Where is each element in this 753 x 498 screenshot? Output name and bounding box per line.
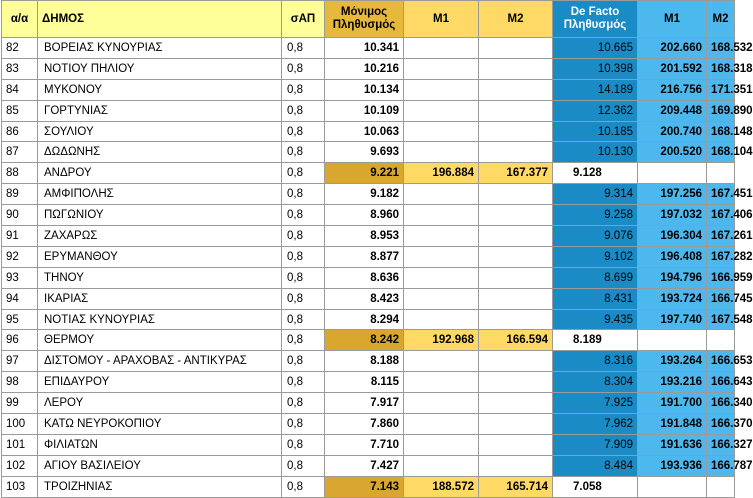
defacto-m2-value: 169.890 xyxy=(707,100,735,121)
m1-value: 192.968 xyxy=(404,330,479,351)
header-row xyxy=(2,1,735,38)
municipality-name: ΛΕΡΟΥ xyxy=(38,393,282,414)
defacto-m2-value: 166.787 xyxy=(707,455,735,476)
population-table xyxy=(1,0,753,498)
m2-value xyxy=(479,121,553,142)
table-row xyxy=(2,414,735,435)
m2-value xyxy=(479,100,553,121)
defacto-m1-value: 193.724 xyxy=(638,288,707,309)
municipality-name: ΓΟΡΤΥΝΙΑΣ xyxy=(38,100,282,121)
defacto-m1-value: 193.936 xyxy=(638,455,707,476)
header-defacto-m1: M1 xyxy=(638,1,707,38)
sap-value: 0,8 xyxy=(282,476,325,497)
table-row xyxy=(2,434,735,455)
m2-value xyxy=(479,267,553,288)
m1-value: 188.572 xyxy=(404,476,479,497)
defacto-population: 9.258 xyxy=(553,205,638,226)
m2-value: 166.594 xyxy=(479,330,553,351)
table-row xyxy=(2,455,735,476)
table-row xyxy=(2,393,735,414)
row-number: 97 xyxy=(2,351,38,372)
m1-value xyxy=(404,455,479,476)
defacto-population: 9.076 xyxy=(553,226,638,247)
defacto-m1-value: 197.032 xyxy=(638,205,707,226)
row-number: 99 xyxy=(2,393,38,414)
row-number: 83 xyxy=(2,58,38,79)
row-number: 82 xyxy=(2,38,38,59)
municipality-name: ΕΡΥΜΑΝΘΟΥ xyxy=(38,246,282,267)
permanent-population: 10.216 xyxy=(325,58,404,79)
m1-value xyxy=(404,121,479,142)
m2-value xyxy=(479,351,553,372)
header-sap: σΑΠ xyxy=(282,1,325,38)
header-num: α/α xyxy=(2,1,38,38)
defacto-m1-value xyxy=(638,476,707,497)
defacto-population: 8.699 xyxy=(553,267,638,288)
row-number: 90 xyxy=(2,205,38,226)
sap-value: 0,8 xyxy=(282,393,325,414)
m1-value xyxy=(404,184,479,205)
sap-value: 0,8 xyxy=(282,288,325,309)
sap-value: 0,8 xyxy=(282,121,325,142)
defacto-population: 7.909 xyxy=(553,434,638,455)
municipality-name: ΑΝΔΡΟΥ xyxy=(38,163,282,184)
defacto-m1-value: 193.216 xyxy=(638,372,707,393)
header-df-line1: De Facto xyxy=(570,6,620,18)
sap-value: 0,8 xyxy=(282,79,325,100)
row-number: 91 xyxy=(2,226,38,247)
defacto-m1-value: 200.520 xyxy=(638,142,707,163)
permanent-population: 7.143 xyxy=(325,476,404,497)
municipality-name: ΤΗΝΟΥ xyxy=(38,267,282,288)
m2-value xyxy=(479,142,553,163)
municipality-name: ΠΩΓΩΝΙΟΥ xyxy=(38,205,282,226)
sap-value: 0,8 xyxy=(282,372,325,393)
defacto-m1-value: 191.700 xyxy=(638,393,707,414)
defacto-m2-value: 166.643 xyxy=(707,372,735,393)
defacto-m2-value: 167.548 xyxy=(707,309,735,330)
m2-value: 165.714 xyxy=(479,476,553,497)
m2-value xyxy=(479,58,553,79)
municipality-name: ΒΟΡΕΙΑΣ ΚΥΝΟΥΡΙΑΣ xyxy=(38,38,282,59)
defacto-population: 7.058 xyxy=(553,476,638,497)
defacto-m2-value xyxy=(707,163,735,184)
m1-value xyxy=(404,142,479,163)
m2-value xyxy=(479,226,553,247)
municipality-name: ΔΙΣΤΟΜΟΥ - ΑΡΑΧΟΒΑΣ - ΑΝΤΙΚΥΡΑΣ xyxy=(38,351,282,372)
table-row xyxy=(2,79,735,100)
sap-value: 0,8 xyxy=(282,226,325,247)
row-number: 89 xyxy=(2,184,38,205)
permanent-population: 8.294 xyxy=(325,309,404,330)
row-number: 101 xyxy=(2,434,38,455)
permanent-population: 9.182 xyxy=(325,184,404,205)
permanent-population: 8.115 xyxy=(325,372,404,393)
header-df-line2: Πληθυσμός xyxy=(563,19,627,31)
header-name: ΔΗΜΟΣ xyxy=(38,1,282,38)
row-number: 103 xyxy=(2,476,38,497)
header-permanent-population xyxy=(325,1,404,38)
row-number: 86 xyxy=(2,121,38,142)
sap-value: 0,8 xyxy=(282,267,325,288)
defacto-population: 9.128 xyxy=(553,163,638,184)
sap-value: 0,8 xyxy=(282,330,325,351)
defacto-population: 8.189 xyxy=(553,330,638,351)
m2-value xyxy=(479,414,553,435)
defacto-m1-value: 209.448 xyxy=(638,100,707,121)
header-perm-line2: Πληθυσμός xyxy=(332,19,396,31)
defacto-m2-value: 166.327 xyxy=(707,434,735,455)
row-number: 88 xyxy=(2,163,38,184)
m1-value xyxy=(404,267,479,288)
permanent-population: 8.423 xyxy=(325,288,404,309)
m2-value xyxy=(479,184,553,205)
permanent-population: 7.860 xyxy=(325,414,404,435)
municipality-name: ΤΡΟΙΖΗΝΙΑΣ xyxy=(38,476,282,497)
m1-value xyxy=(404,205,479,226)
m2-value xyxy=(479,309,553,330)
defacto-population: 8.316 xyxy=(553,351,638,372)
permanent-population: 7.710 xyxy=(325,434,404,455)
table-row xyxy=(2,476,735,497)
permanent-population: 8.960 xyxy=(325,205,404,226)
header-m2: M2 xyxy=(479,1,553,38)
header-defacto-m2: M2 xyxy=(707,1,735,38)
defacto-population: 8.431 xyxy=(553,288,638,309)
defacto-m2-value: 167.261 xyxy=(707,226,735,247)
sap-value: 0,8 xyxy=(282,309,325,330)
municipality-name: ΕΠΙΔΑΥΡΟΥ xyxy=(38,372,282,393)
defacto-m1-value: 202.660 xyxy=(638,38,707,59)
table-row xyxy=(2,226,735,247)
m1-value xyxy=(404,288,479,309)
m1-value xyxy=(404,38,479,59)
row-number: 87 xyxy=(2,142,38,163)
header-perm-line1: Μόνιμος xyxy=(340,6,388,18)
municipality-name: ΦΙΛΙΑΤΩΝ xyxy=(38,434,282,455)
defacto-m2-value: 168.148 xyxy=(707,121,735,142)
table-row xyxy=(2,205,735,226)
municipality-name: ΚΑΤΩ ΝΕΥΡΟΚΟΠΙΟΥ xyxy=(38,414,282,435)
sap-value: 0,8 xyxy=(282,100,325,121)
row-number: 84 xyxy=(2,79,38,100)
m1-value xyxy=(404,58,479,79)
municipality-name: ΑΓΙΟΥ ΒΑΣΙΛΕΙΟΥ xyxy=(38,455,282,476)
defacto-population: 10.130 xyxy=(553,142,638,163)
m1-value xyxy=(404,414,479,435)
sap-value: 0,8 xyxy=(282,184,325,205)
defacto-m1-value: 196.304 xyxy=(638,226,707,247)
defacto-m1-value: 191.848 xyxy=(638,414,707,435)
defacto-population: 14.189 xyxy=(553,79,638,100)
header-m1: M1 xyxy=(404,1,479,38)
row-number: 100 xyxy=(2,414,38,435)
defacto-population: 9.314 xyxy=(553,184,638,205)
sap-value: 0,8 xyxy=(282,58,325,79)
m2-value xyxy=(479,455,553,476)
sap-value: 0,8 xyxy=(282,163,325,184)
sap-value: 0,8 xyxy=(282,414,325,435)
row-number: 94 xyxy=(2,288,38,309)
defacto-population: 12.362 xyxy=(553,100,638,121)
m2-value xyxy=(479,288,553,309)
table-row xyxy=(2,100,735,121)
permanent-population: 9.693 xyxy=(325,142,404,163)
row-number: 96 xyxy=(2,330,38,351)
permanent-population: 10.109 xyxy=(325,100,404,121)
permanent-population: 8.188 xyxy=(325,351,404,372)
defacto-m2-value: 168.532 xyxy=(707,38,735,59)
table-row xyxy=(2,246,735,267)
permanent-population: 8.636 xyxy=(325,267,404,288)
m2-value: 167.377 xyxy=(479,163,553,184)
row-number: 93 xyxy=(2,267,38,288)
table-row xyxy=(2,330,735,351)
defacto-population: 10.398 xyxy=(553,58,638,79)
defacto-population: 10.665 xyxy=(553,38,638,59)
header-defacto-population xyxy=(553,1,638,38)
defacto-m2-value: 166.370 xyxy=(707,414,735,435)
defacto-m2-value: 167.406 xyxy=(707,205,735,226)
row-number: 92 xyxy=(2,246,38,267)
municipality-name: ΔΩΔΩΝΗΣ xyxy=(38,142,282,163)
defacto-m1-value: 196.408 xyxy=(638,246,707,267)
permanent-population: 10.134 xyxy=(325,79,404,100)
table-row xyxy=(2,309,735,330)
m1-value xyxy=(404,100,479,121)
table-row xyxy=(2,351,735,372)
table-row xyxy=(2,163,735,184)
m1-value xyxy=(404,246,479,267)
sap-value: 0,8 xyxy=(282,351,325,372)
m2-value xyxy=(479,393,553,414)
m2-value xyxy=(479,246,553,267)
defacto-population: 10.185 xyxy=(553,121,638,142)
defacto-m2-value: 168.104 xyxy=(707,142,735,163)
permanent-population: 10.341 xyxy=(325,38,404,59)
row-number: 85 xyxy=(2,100,38,121)
m2-value xyxy=(479,79,553,100)
defacto-m2-value xyxy=(707,476,735,497)
municipality-name: ΖΑΧΑΡΩΣ xyxy=(38,226,282,247)
m1-value xyxy=(404,309,479,330)
row-number: 95 xyxy=(2,309,38,330)
permanent-population: 7.427 xyxy=(325,455,404,476)
table-row xyxy=(2,267,735,288)
m2-value xyxy=(479,38,553,59)
sap-value: 0,8 xyxy=(282,205,325,226)
table-row xyxy=(2,372,735,393)
table-row xyxy=(2,58,735,79)
defacto-population: 7.962 xyxy=(553,414,638,435)
defacto-m1-value xyxy=(638,163,707,184)
m1-value xyxy=(404,434,479,455)
row-number: 102 xyxy=(2,455,38,476)
defacto-m2-value: 168.318 xyxy=(707,58,735,79)
m1-value xyxy=(404,351,479,372)
municipality-name: ΑΜΦΙΠΟΛΗΣ xyxy=(38,184,282,205)
permanent-population: 9.221 xyxy=(325,163,404,184)
row-number: 98 xyxy=(2,372,38,393)
defacto-m2-value: 166.745 xyxy=(707,288,735,309)
municipality-name: ΣΟΥΛΙΟΥ xyxy=(38,121,282,142)
sap-value: 0,8 xyxy=(282,142,325,163)
permanent-population: 8.953 xyxy=(325,226,404,247)
defacto-m2-value xyxy=(707,330,735,351)
defacto-m2-value: 166.959 xyxy=(707,267,735,288)
defacto-m2-value: 166.653 xyxy=(707,351,735,372)
permanent-population: 10.063 xyxy=(325,121,404,142)
sap-value: 0,8 xyxy=(282,38,325,59)
defacto-population: 9.435 xyxy=(553,309,638,330)
defacto-m1-value: 191.636 xyxy=(638,434,707,455)
defacto-m2-value: 171.351 xyxy=(707,79,735,100)
defacto-m1-value: 194.796 xyxy=(638,267,707,288)
defacto-m1-value: 216.756 xyxy=(638,79,707,100)
m1-value xyxy=(404,372,479,393)
defacto-m1-value: 197.256 xyxy=(638,184,707,205)
table-body xyxy=(2,38,753,498)
defacto-population: 8.304 xyxy=(553,372,638,393)
m2-value xyxy=(479,205,553,226)
permanent-population: 7.917 xyxy=(325,393,404,414)
defacto-m1-value: 201.592 xyxy=(638,58,707,79)
municipality-name: ΝΟΤΙΟΥ ΠΗΛΙΟΥ xyxy=(38,58,282,79)
municipality-name: ΜΥΚΟΝΟΥ xyxy=(38,79,282,100)
m2-value xyxy=(479,434,553,455)
table-row xyxy=(2,184,735,205)
sap-value: 0,8 xyxy=(282,455,325,476)
table-row xyxy=(2,38,735,59)
m1-value xyxy=(404,393,479,414)
table-row xyxy=(2,121,735,142)
defacto-m2-value: 166.340 xyxy=(707,393,735,414)
table-row xyxy=(2,142,735,163)
m1-value xyxy=(404,79,479,100)
defacto-population: 8.484 xyxy=(553,455,638,476)
defacto-m1-value: 200.740 xyxy=(638,121,707,142)
m1-value xyxy=(404,226,479,247)
defacto-m1-value: 197.740 xyxy=(638,309,707,330)
sap-value: 0,8 xyxy=(282,434,325,455)
table-row xyxy=(2,288,735,309)
m1-value: 196.884 xyxy=(404,163,479,184)
defacto-population: 7.925 xyxy=(553,393,638,414)
municipality-name: ΘΕΡΜΟΥ xyxy=(38,330,282,351)
municipality-name: ΙΚΑΡΙΑΣ xyxy=(38,288,282,309)
permanent-population: 8.877 xyxy=(325,246,404,267)
defacto-m2-value: 167.451 xyxy=(707,184,735,205)
municipality-name: ΝΟΤΙΑΣ ΚΥΝΟΥΡΙΑΣ xyxy=(38,309,282,330)
defacto-m1-value: 193.264 xyxy=(638,351,707,372)
defacto-population: 9.102 xyxy=(553,246,638,267)
permanent-population: 8.242 xyxy=(325,330,404,351)
m2-value xyxy=(479,372,553,393)
sap-value: 0,8 xyxy=(282,246,325,267)
defacto-m1-value xyxy=(638,330,707,351)
defacto-m2-value: 167.282 xyxy=(707,246,735,267)
